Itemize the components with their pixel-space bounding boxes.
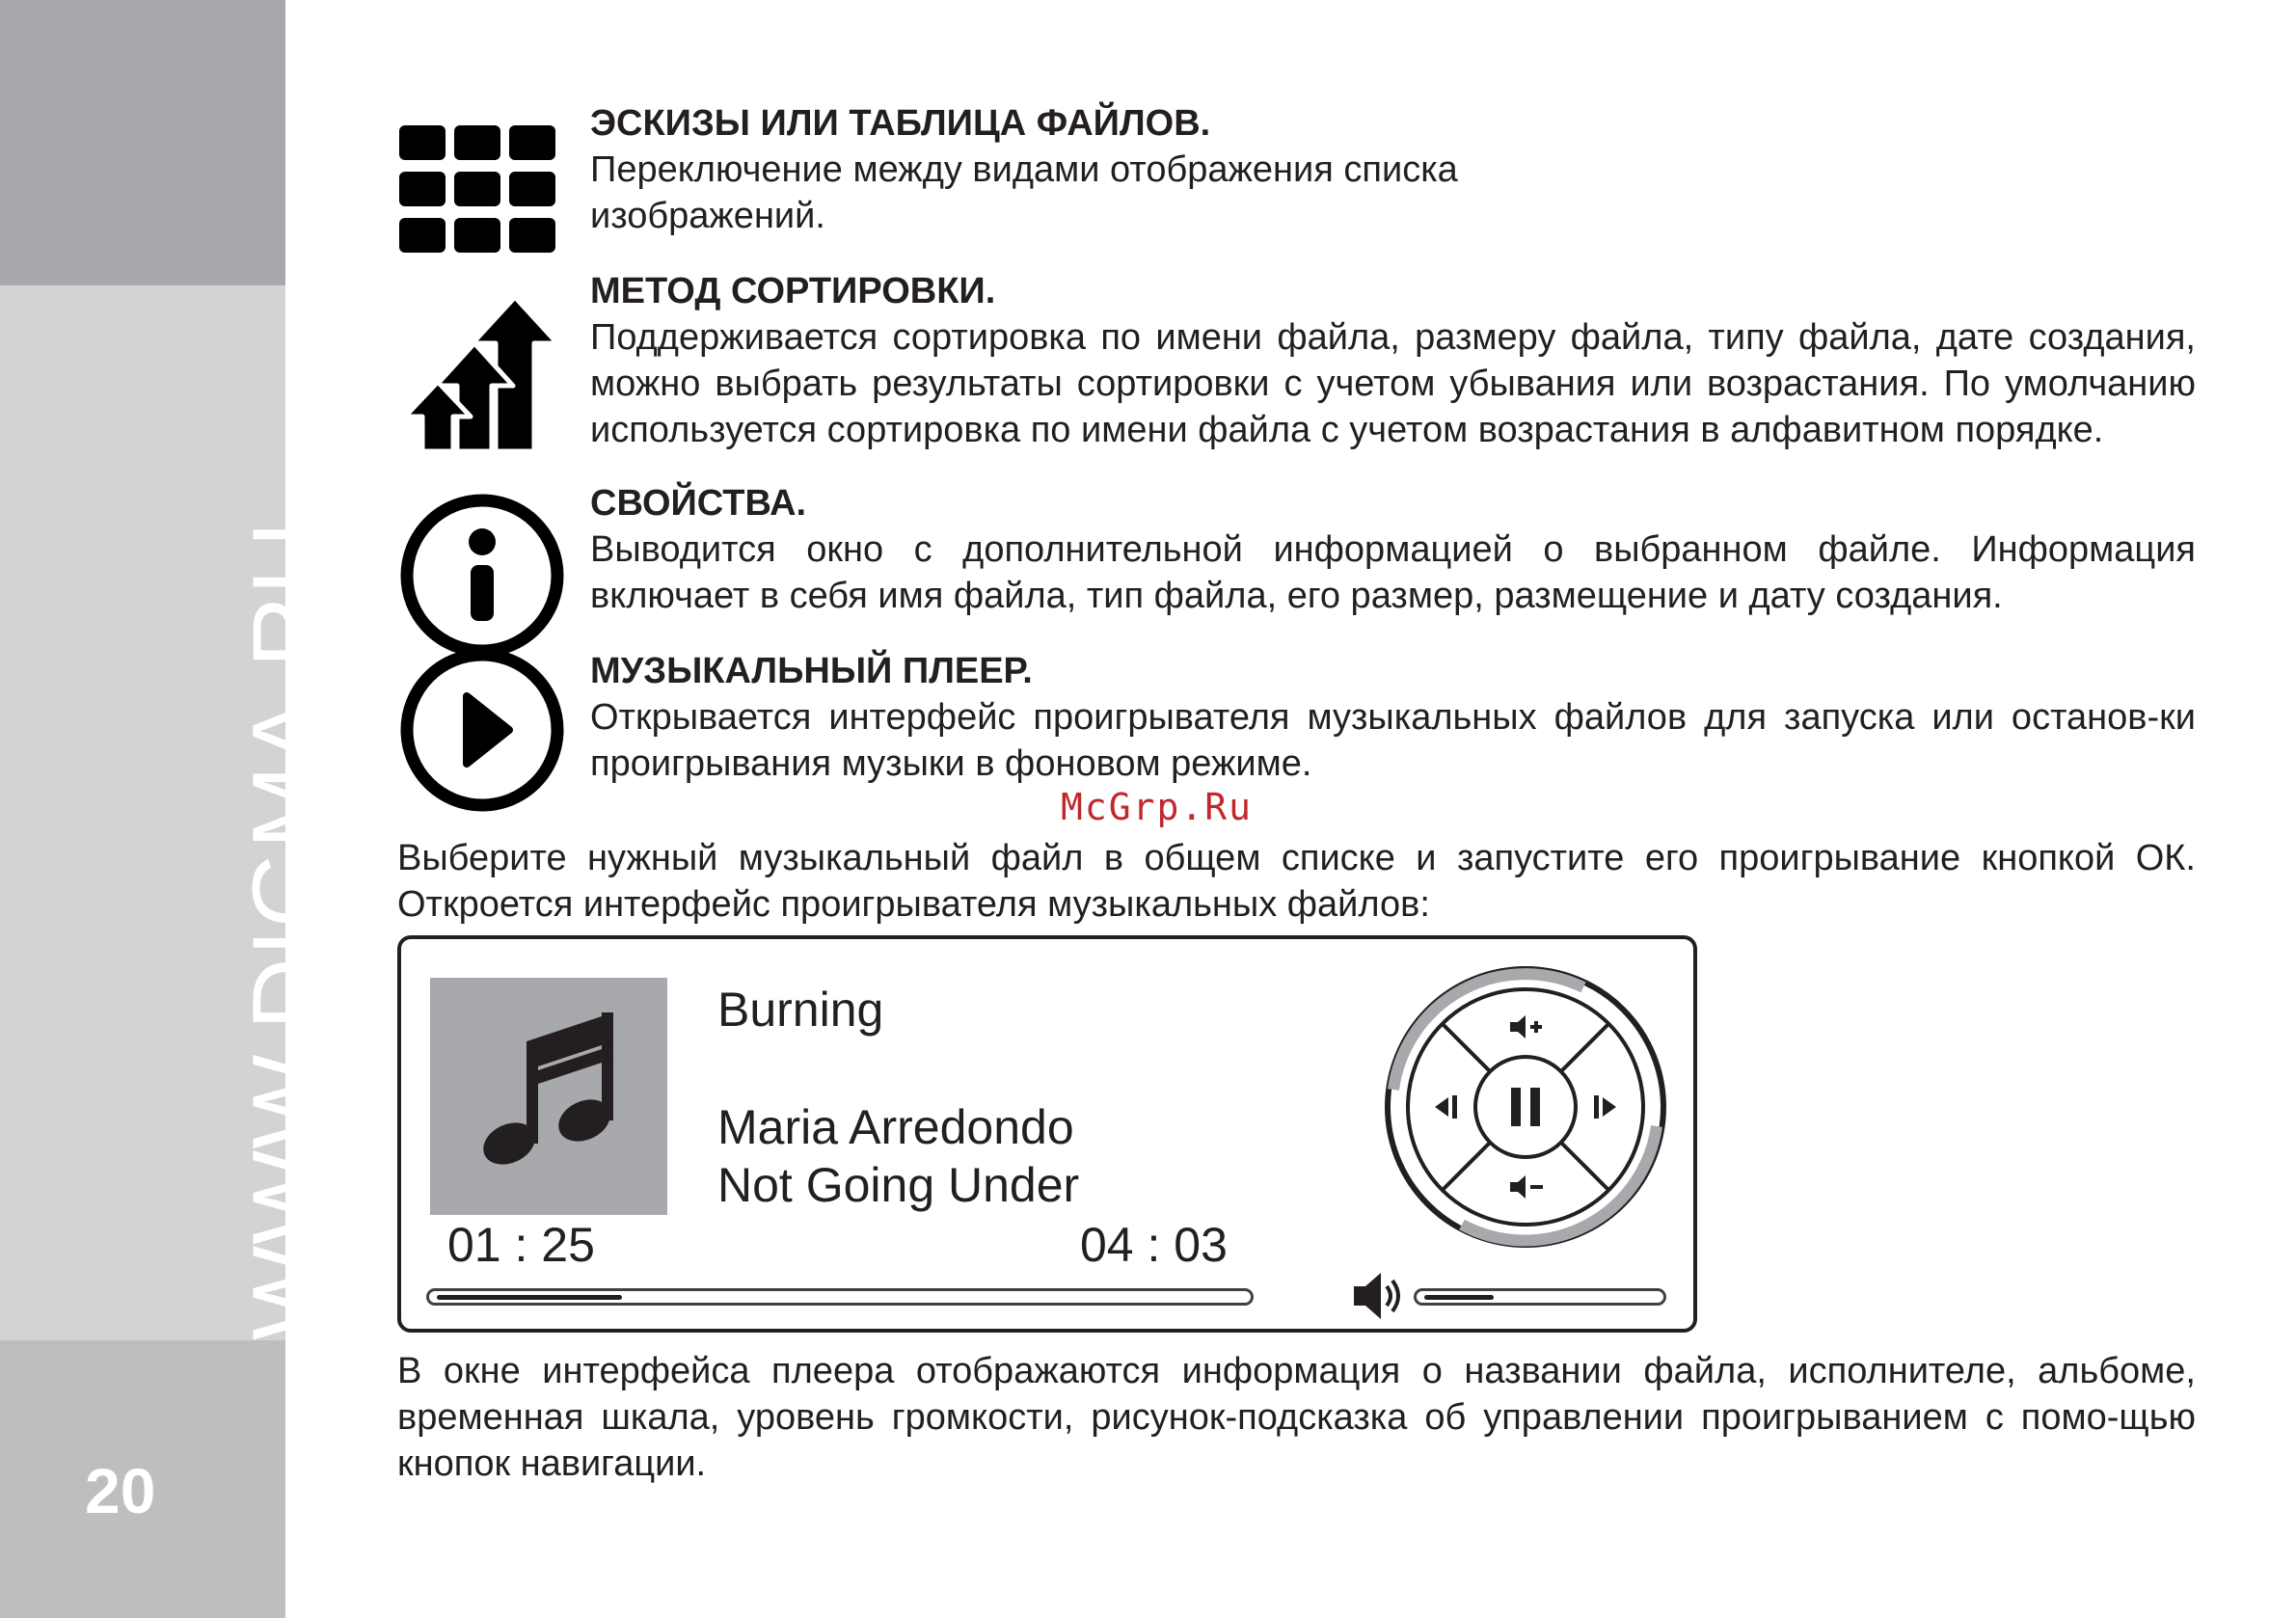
volume-speaker-icon <box>1352 1271 1410 1326</box>
section-text: Открывается интерфейс проигрывателя музыкальных файлов для запуска или останов-ки проигрывания музыки в фоновом режиме. <box>590 697 2196 784</box>
section-music-player <box>590 648 2196 787</box>
time-elapsed: 01 : 25 <box>447 1218 595 1272</box>
progress-bar[interactable] <box>426 1288 1254 1306</box>
info-icon <box>399 494 565 658</box>
section-title: МУЗЫКАЛЬНЫЙ ПЛЕЕР. <box>590 651 1033 691</box>
track-album: Not Going Under <box>717 1158 1080 1212</box>
intro-paragraph: Выберите нужный музыкальный файл в общем списке и запустите его проигрывание кнопкой ОК. Откроется интерфейс проигрывателя музыкальных файлов: <box>397 838 2196 925</box>
album-art <box>430 978 667 1215</box>
outro-paragraph: В окне интерфейса плеера отображаются информация о названии файла, исполнителе, альбоме, временная шкала, уровень громкости, рисунок-подсказка об управлении проигрыванием с помо-щью кнопок навигации. <box>397 1351 2196 1484</box>
section-text: Переключение между видами отображения списка изображений. <box>590 149 1458 236</box>
sort-arrows-icon <box>403 293 554 451</box>
track-artist: Maria Arredondo <box>717 1100 1074 1154</box>
progress-fill <box>437 1295 622 1300</box>
watermark: McGrp.Ru <box>1061 786 1254 828</box>
section-title: СВОЙСТВА. <box>590 483 807 524</box>
sidebar-top-block <box>0 0 285 285</box>
section-title: ЭСКИЗЫ ИЛИ ТАБЛИЦА ФАЙЛОВ. <box>590 103 1211 144</box>
volume-fill <box>1424 1295 1494 1300</box>
section-sorting <box>590 268 2196 453</box>
section-text: Поддерживается сортировка по имени файла, размеру файла, типу файла, дате создания, можно выбрать результаты сортировки с учетом убывания или возрастания. По умолчанию используется сортировка по имени файла с учетом возрастания в алфавитном порядке. <box>590 317 2196 450</box>
section-thumbnails <box>590 100 2196 239</box>
navigation-dpad <box>1381 962 1670 1256</box>
grid-icon <box>399 125 557 253</box>
volume-bar[interactable] <box>1414 1288 1666 1306</box>
site-url: WWW.DIGMA.RU <box>232 521 344 1340</box>
music-player-window <box>397 935 1697 1333</box>
section-properties <box>590 480 2196 619</box>
section-text: Выводится окно с дополнительной информацией о выбранном файле. Информация включает в себя имя файла, тип файла, его размер, размещение и дату создания. <box>590 529 2196 616</box>
section-title: МЕТОД СОРТИРОВКИ. <box>590 271 996 311</box>
page-number: 20 <box>85 1455 156 1526</box>
play-icon <box>399 648 565 812</box>
time-total: 04 : 03 <box>1080 1218 1228 1272</box>
track-title: Burning <box>717 983 884 1037</box>
music-note-icon <box>430 978 667 1215</box>
